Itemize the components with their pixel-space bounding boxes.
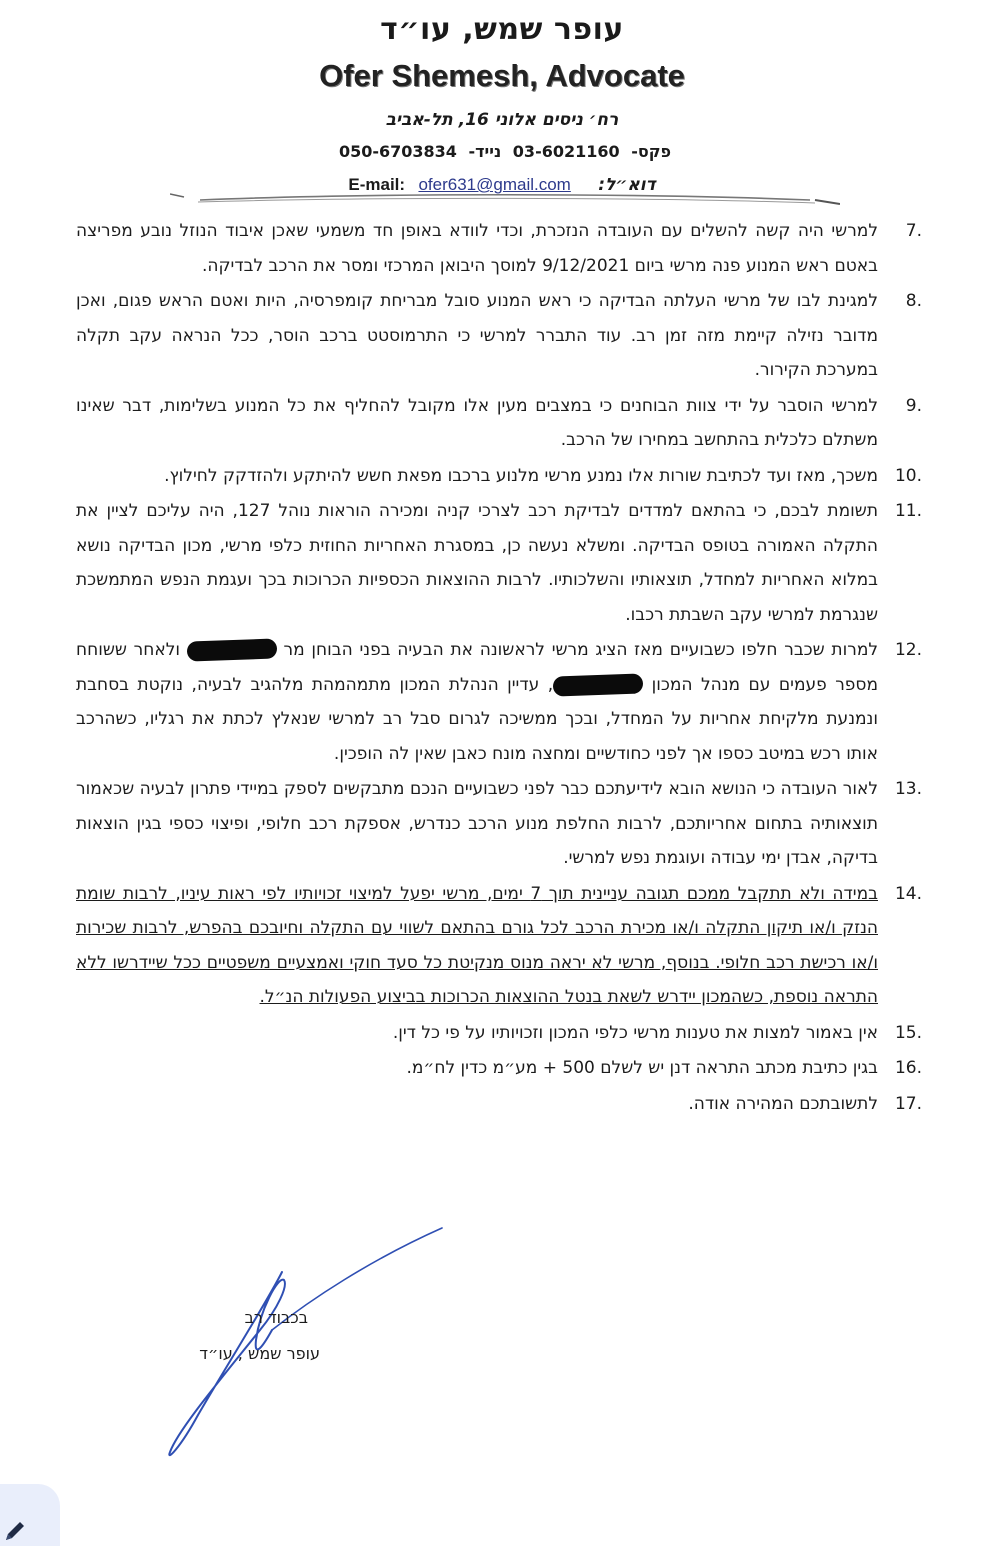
item-number: 12. (894, 640, 922, 660)
letterhead-english-name: Ofer Shemesh, Advocate (319, 58, 685, 93)
item-number: 9. (905, 395, 922, 416)
item-text: למרשי היה קשה להשלים עם העובדה הנזכרת, וכדי לוודא באופן חד משמעי שאכן איבוד הנוזל נובע מפריצה באטם ראש המנוע פנה מרשי ביום 9/12/2021 למוסך היבואן המרכזי ומסר את הרכב לבדיקה. (76, 221, 878, 276)
mobile-label: נייד- (468, 142, 502, 161)
numbered-item (76, 389, 922, 458)
item-number: 8. (905, 291, 922, 311)
mobile-number: 050-6703834 (338, 142, 457, 161)
item-text: לתשובתכם המהירה אודה. (688, 1093, 878, 1114)
item-text: משכך, מאז ועד לכתיבת שורות אלו נמנע מרשי מלנוע ברכבו מפאת חשש להיתקע ולהזדקק לחילוץ. (164, 465, 878, 486)
item-text: במידה ולא תתקבל ממכם תגובה עניינית תוך 7 ימים, מרשי יפעל למיצוי זכויותיו לפי ראות עיניו, לרבות שומת הנזק ו/או תיקון התקלה ו/או מכירת הרכב לכל גורם בהתאם לשווי עם התקלה וחיובכם בהפרש, לרבות שכירות ו/או רכישת רכב חלופי. בנוסף, מרשי לא יראה מנוס מנקיטת כל סעד חוקי ואמצעיים משפטיים ככל שיידרשו ללא התראה נוספת, כשהמכון יידרש לשאת בנטל ההוצאות הכרוכות בביצוע הפעולות הנ״ל. (76, 883, 878, 1007)
fax-label: פקס- (631, 142, 672, 161)
item-number: 17. (894, 1093, 922, 1114)
numbered-item (76, 1087, 922, 1122)
item-text: אין באמור למצות את טענות מרשי כלפי המכון וזכויותיו על פי כל דין. (392, 1022, 878, 1043)
signature-closing: בכבוד רב (244, 1308, 308, 1327)
item-number: 7. (905, 221, 922, 241)
letterhead (0, 8, 1004, 202)
redaction-mark (553, 673, 644, 696)
numbered-item (76, 459, 922, 494)
item-number: 13. (894, 779, 922, 799)
item-text-part: למרות שכבר חלפו כשבועיים מאז הציג מרשי לראשונה את הבעיה בפני הבוחן מר (283, 640, 879, 660)
item-number: 11. (894, 501, 922, 521)
item-text (76, 640, 878, 764)
pen-icon[interactable] (2, 1518, 28, 1544)
numbered-item (76, 877, 922, 1015)
letterhead-divider (170, 188, 840, 210)
letterhead-phones (0, 136, 1004, 168)
email-label-english: E-mail: (348, 175, 406, 194)
numbered-item (76, 633, 922, 771)
item-text: תשומת לבכם, כי בהתאם למדדים לבדיקת רכב לצרכי קניה ומכירה הוראות נוהל 127, היה עליכם לציין את התקלה האמורה בטופס הבדיקה. ומשלא נעשה כן, במסגרת האחריות החוזית כלפי מרשי, מכון הבדיקה נושא במלוא האחריות למחדל, תוצאותיו והשלכותיו. לרבות ההוצאות הכספיות הכרוכות בכך ועגמת הנפש המתמשכת שנגרמת למרשי עקב השבתת רכבו. (76, 501, 878, 625)
item-text: לאור העובדה כי הנושא הובא לידיעתכם כבר לפני כשבועיים הנכם מתבקשים לספק במיידי פתרון לבעיה שכאמור תוצאותיה בתחום אחריותכם, לרבות החלפת מנוע הרכב כנדרש, אספקת רכב חלופי, ופיצוי כספי בגין הוצאות בדיקה, אבדן ימי עבודה ועוגמת נפש למרשי. (76, 779, 878, 868)
redaction-mark (186, 638, 277, 661)
signature-block (150, 1300, 320, 1372)
item-text: למגינת לבו של מרשי העלתה הבדיקה כי ראש המנוע סובל מבריחת קומפרסיה, היות ואטם הראש פגום, ואכן מדובר נזילה קיימת מזה זמן רב. עוד התברר למרשי כי התרמוסטט ברכב הוסר, ככל הנראה עקב תקלה במערכת הקירור. (76, 291, 878, 380)
numbered-item (76, 214, 922, 283)
letter-body (76, 214, 922, 1122)
item-number: 14. (894, 883, 922, 904)
email-label-hebrew: דוא״ל: (598, 175, 656, 195)
numbered-item (76, 494, 922, 632)
item-text-part: , עדיין הנהלת המכון מתמהמהת מלהגיב לבעיה, נוקטת בסחבת ונמנעת מלקיחת אחריות על המחדל, ובכך ממשיכה לגרום סבל רב למרשי שנאלץ לכתת את רגליו, כשהרכב אותו רכש במיטב כספו אך לפני כחודשיים ומחצה מונח כאבן שאין לה הופכין. (76, 674, 878, 764)
item-text: למרשי הוסבר על ידי צוות הבוחנים כי במצבים מעין אלו מקובל להחליף את כל המנוע בשלימות, דבר שאינו משתלם כלכלית בהתחשב במחירו של הרכב. (76, 395, 878, 450)
email-link[interactable]: ofer631@gmail.com (418, 175, 571, 194)
signature-name: עופר שמש , עו״ד (199, 1344, 320, 1363)
item-number: 10. (894, 465, 922, 486)
numbered-item (76, 284, 922, 388)
item-number: 16. (894, 1058, 922, 1078)
letterhead-address: רח׳ ניסים אלוני 16, תל-אביב (385, 110, 619, 130)
letterhead-hebrew-name: עופר שמש, עו״ד (380, 12, 624, 47)
item-text-part: ולאחר ששוחח מספר פעמים עם מנהל המכון (76, 640, 879, 695)
numbered-item (76, 1016, 922, 1051)
item-text: בגין כתיבת מכתב התראה דנן יש לשלם 500 + מע״מ כדין לח״מ. (406, 1058, 878, 1078)
numbered-item (76, 772, 922, 876)
numbered-item (76, 1051, 922, 1086)
fax-number: 03-6021160 (512, 142, 620, 161)
item-number: 15. (894, 1022, 922, 1043)
